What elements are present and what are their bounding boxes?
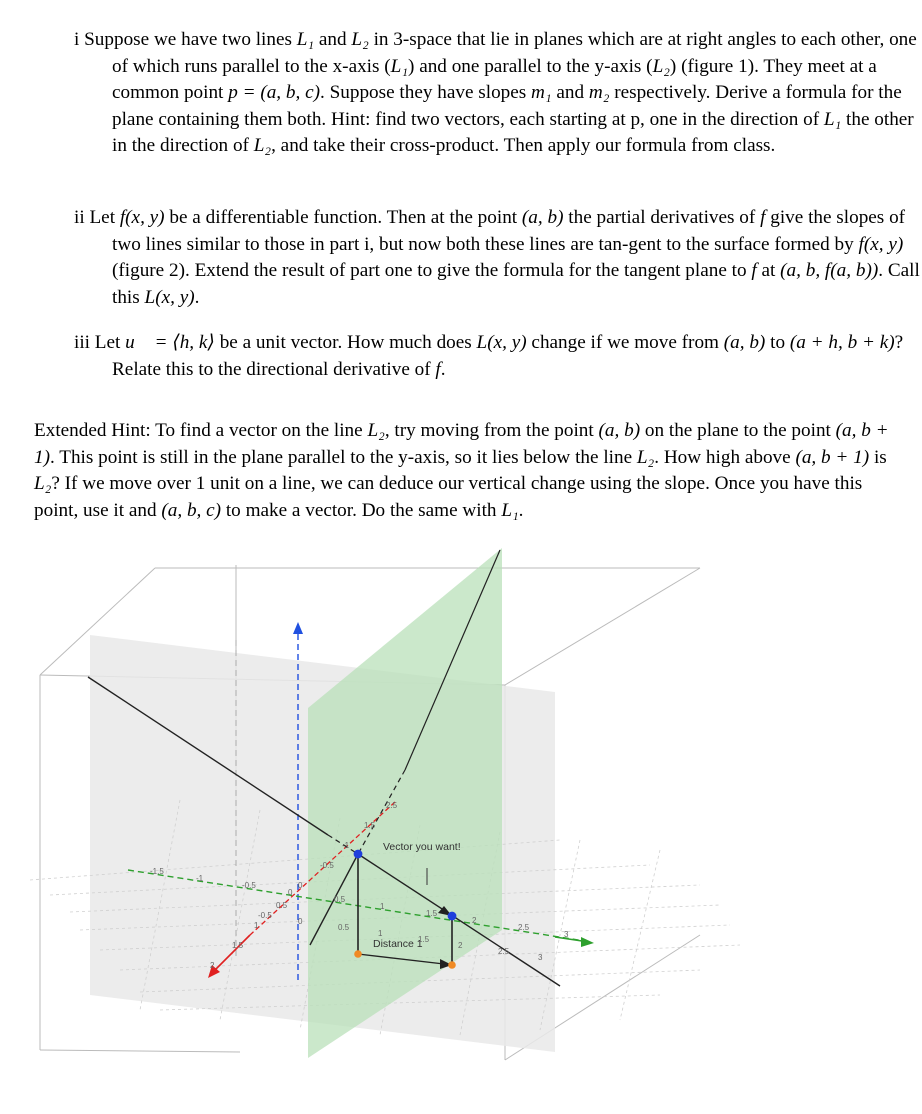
y-axis-arrow: [581, 937, 594, 947]
text-run: and: [551, 82, 589, 104]
math-expression: (a, b + 1): [795, 446, 870, 468]
text-run: iii Let: [74, 332, 126, 353]
text-run: i Suppose we have two lines: [74, 29, 297, 50]
text-run: ? If we move over 1 unit on a line, we can deduce our vertical change using the slope. Once you have this point, use it and: [34, 473, 863, 521]
y-tick-label: -0.5: [258, 911, 272, 920]
math-expression: u⃗ = ⟨h, k⟩: [125, 332, 215, 353]
text-run: . Suppose they have slopes: [320, 82, 532, 104]
x-tick-label: -0.5: [242, 881, 256, 890]
math-expression: (a, b, c): [161, 499, 222, 521]
math-expression: m₁: [531, 82, 552, 104]
x-tick-label: 0.5: [334, 895, 346, 904]
text-run: ii Let: [74, 207, 120, 228]
y-tick-label: 0: [298, 917, 303, 926]
math-expression: p = (a, b, c): [228, 82, 320, 104]
red-tick-label: 1: [254, 921, 259, 930]
text-run: is: [869, 446, 887, 468]
math-expression: m₂: [588, 82, 610, 104]
y-tick-label: 3: [538, 953, 543, 962]
x-tick-label: 2: [472, 916, 477, 925]
figure-3d-planes: [0, 540, 922, 1114]
red-tick-label: 0.5: [276, 901, 288, 910]
math-expression: (a, b + 1): [34, 420, 889, 468]
text-run: and: [314, 29, 352, 50]
math-expression: f(x, y): [119, 207, 165, 228]
text-run: ) (figure 1). They meet at a common point: [112, 55, 877, 104]
math-expression: f: [751, 260, 757, 282]
text-run: , try moving from the point: [384, 420, 599, 442]
x-tick-label: 3: [564, 930, 569, 939]
math-expression: L₂: [253, 135, 272, 157]
text-run: to make a vector. Do the same with: [221, 499, 502, 521]
problem-part-ii: [74, 205, 922, 311]
y-tick-label: 1.5: [418, 935, 430, 944]
math-expression: L₁: [501, 499, 519, 521]
text-run: be a differentiable function. Then at the point: [164, 207, 522, 228]
text-run: respectively. Derive a formula for the plane containing them both. Hint: find two vectors, each starting at p, one in the direction of: [112, 82, 902, 130]
math-expression: L₂: [636, 446, 655, 468]
text-run: the other in the direction of: [112, 108, 914, 157]
math-expression: f: [760, 207, 766, 228]
point-p: [354, 850, 363, 859]
math-expression: L(x, y): [144, 286, 195, 308]
extended-hint: [34, 399, 894, 544]
math-expression: L₂: [351, 29, 369, 50]
text-run: .: [194, 286, 200, 308]
text-run: at: [756, 260, 781, 282]
text-run: Extended Hint: To find a vector on the line: [34, 420, 368, 442]
text-run: ) and one parallel to the y-axis (: [408, 55, 653, 77]
math-expression: (a, b, f(a, b)): [780, 260, 879, 282]
red-tick-label: 1.5: [232, 941, 244, 950]
text-run: . How high above: [654, 446, 796, 468]
x-tick-label: 1.5: [426, 909, 438, 918]
problem-part-i: [74, 27, 922, 160]
math-expression: L₂: [34, 473, 52, 495]
math-expression: L₁: [823, 108, 842, 130]
red-tick-label: 1.5: [364, 821, 376, 830]
text-run: ? Relate this to the directional derivative of: [112, 332, 904, 380]
math-expression: (a, b): [521, 207, 564, 228]
text-run: . Call this: [112, 260, 920, 308]
x-tick-label: 0: [288, 888, 293, 897]
math-expression: L₁: [296, 29, 315, 50]
text-run: in 3-space that lie in planes which are at right angles to each other, one of which runs parallel to the x-axis (: [112, 29, 917, 77]
z-axis-arrow: [293, 622, 303, 634]
red-tick-label: -0.5: [320, 861, 334, 870]
label-distance-1: Distance 1: [373, 938, 423, 950]
text-run: give the slopes of two lines similar to those in part i, but now both these lines are tan-gent to the surface formed by: [112, 207, 906, 255]
math-expression: (a, b): [598, 420, 641, 442]
math-expression: (a, b): [723, 332, 766, 353]
red-tick-label: -1: [342, 841, 350, 850]
math-expression: L₂: [367, 420, 385, 442]
label-vector-you-want: Vector you want!: [383, 841, 461, 853]
text-run: change if we move from: [526, 332, 724, 353]
point-q: [448, 912, 457, 921]
y-tick-label: 0.5: [338, 923, 350, 932]
text-run: be a unit vector. How much does: [214, 332, 477, 353]
problem-part-iii: [74, 330, 922, 383]
math-expression: (a + h, b + k): [789, 332, 895, 353]
red-tick-label: 0: [298, 881, 303, 890]
math-expression: f: [435, 358, 441, 380]
text-run: on the plane to the point: [640, 420, 836, 442]
point-base-right: [448, 961, 456, 969]
y-tick-label: 2.5: [498, 947, 510, 956]
text-run: .: [518, 499, 524, 521]
x-tick-label: 1: [380, 902, 385, 911]
point-base-left: [354, 950, 362, 958]
text-run: .: [440, 358, 446, 380]
math-expression: L(x, y): [476, 332, 527, 353]
y-tick-label: 2: [458, 941, 463, 950]
text-run: , and take their cross-product. Then apply our formula from class.: [271, 135, 776, 157]
text-run: (figure 2). Extend the result of part one to give the formula for the tangent plane to: [112, 260, 752, 282]
math-expression: L₂: [652, 55, 670, 77]
red-tick-label: 2.5: [386, 801, 398, 810]
x-tick-label: -1: [196, 874, 204, 883]
math-expression: L₁: [390, 55, 409, 77]
red-tick-label: 2: [210, 961, 215, 970]
text-run: to: [765, 332, 790, 353]
text-run: the partial derivatives of: [563, 207, 761, 228]
text-run: . This point is still in the plane parallel to the y-axis, so it lies below the line: [49, 446, 637, 468]
math-expression: f(x, y): [858, 233, 904, 255]
x-tick-label: 2.5: [518, 923, 530, 932]
x-tick-label: -1.5: [150, 867, 164, 876]
y-tick-label: 1: [378, 929, 383, 938]
